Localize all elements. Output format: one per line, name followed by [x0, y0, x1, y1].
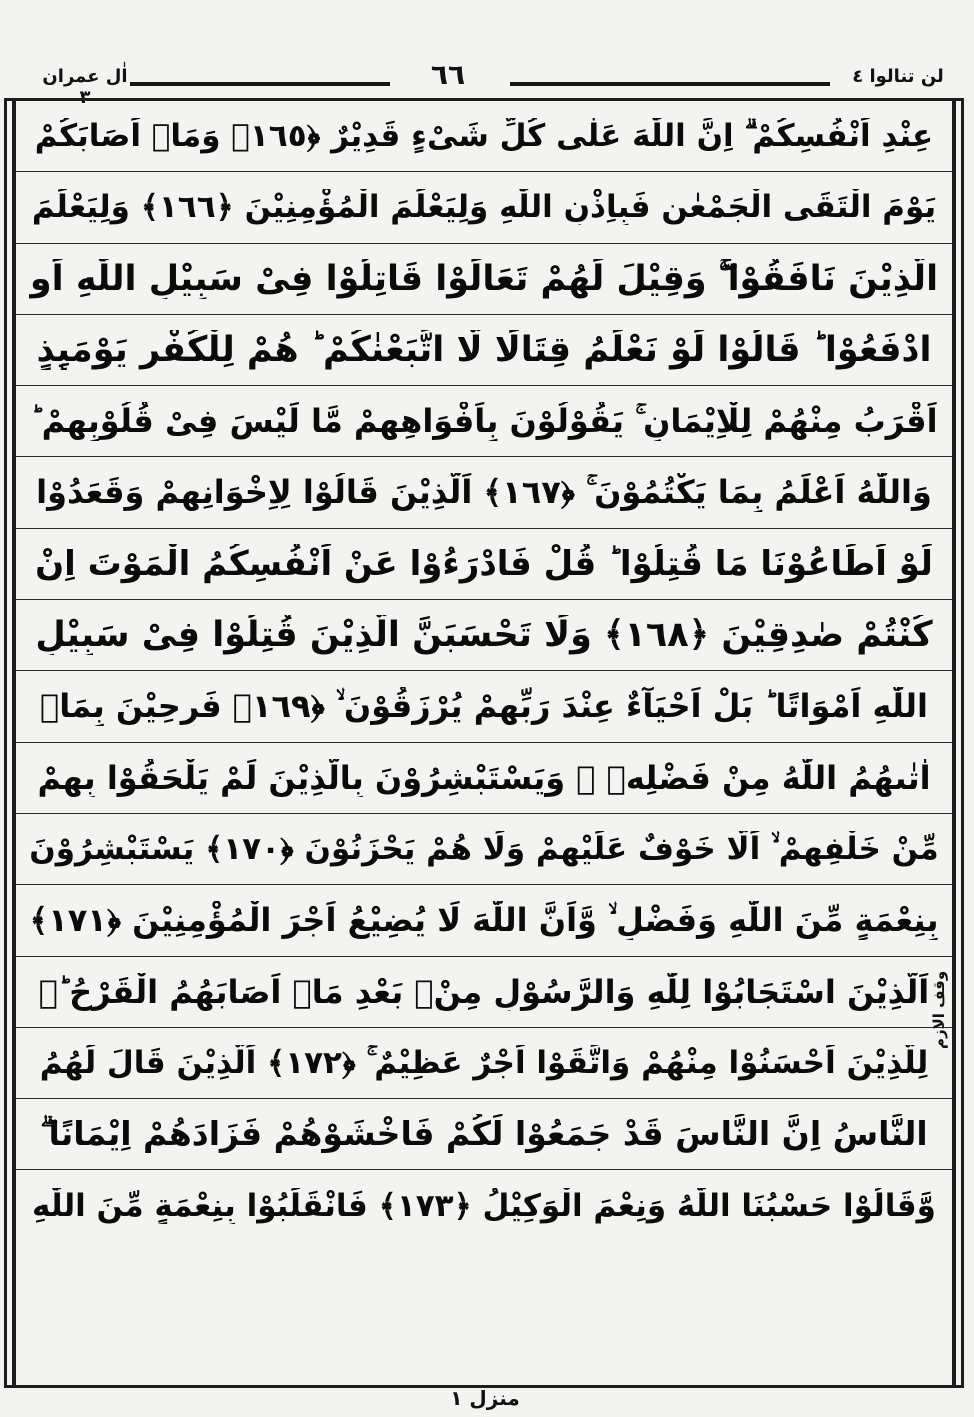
page-number: ٦٦ [430, 58, 466, 91]
verse-text: اللّٰهِ اَمْوَاتًا ؕ بَلْ اَحْیَآءٌ عِنْدَ رَبِّهِمْ یُرْزَقُوْنَ ۙ ﴿١٦٩﴾ فَرِحِیْنَ بِمَاۤ [40, 687, 928, 726]
verse-text: وَّقَالُوْا حَسْبُنَا اللّٰهُ وَنِعْمَ الْوَكِیْلُ ﴿١٧٣﴾ فَانْقَلَبُوْا بِنِعْمَةٍ مِّنَ اللّٰهِ [32, 1188, 936, 1225]
verse-line [16, 1028, 952, 1099]
verse-line [16, 885, 952, 956]
verse-line [16, 315, 952, 386]
verse-line [16, 386, 952, 457]
header-rule-left [130, 82, 390, 86]
verse-text: كُنْتُمْ صٰدِقِیْنَ ﴿١٦٨﴾ وَلَا تَحْسَبَنَّ الَّذِیْنَ قُتِلُوْا فِیْ سَبِیْلِ [35, 615, 933, 656]
verse-line [16, 172, 952, 243]
verse-line [16, 814, 952, 885]
para-name: لن تنالوا ٤ [852, 66, 944, 87]
page-header [20, 58, 958, 108]
manzil-footer: منزل ١ [450, 1386, 520, 1410]
verse-text: عِنْدِ اَنْفُسِكُمْ ۗ اِنَّ اللّٰهَ عَلٰی كُلِّ شَیْءٍ قَدِیْرٌ ﴿١٦٥﴾ وَمَاۤ اَصَابَكُمْ [34, 117, 934, 154]
verse-text: مِّنْ خَلْفِهِمْ ۙ اَلَّا خَوْفٌ عَلَیْهِمْ وَلَا هُمْ یَحْزَنُوْنَ ﴿١٧٠﴾ یَسْتَبْشِرُوْنَ [29, 830, 939, 867]
verse-line [16, 1170, 952, 1241]
verse-text: اَلَّذِیْنَ اسْتَجَابُوْا لِلّٰهِ وَالرَّسُوْلِ مِنْۢ بَعْدِ مَاۤ اَصَابَهُمُ الْقَرْحُ ؕۛ [38, 972, 930, 1011]
surah-name: اٰل عمران ٣ [42, 66, 128, 108]
verse-lines [16, 101, 952, 1242]
verse-text: اٰتٰىهُمُ اللّٰهُ مِنْ فَضْلِهٖ ۙ وَیَسْتَبْشِرُوْنَ بِالَّذِیْنَ لَمْ یَلْحَقُوْا بِهِمْ [37, 758, 931, 797]
verse-text: اَقْرَبُ مِنْهُمْ لِلْاِیْمَانِ ۚ یَقُوْلُوْنَ بِاَفْوَاهِهِمْ مَّا لَیْسَ فِیْ قُلُوْبِهِمْ ؕ [30, 401, 938, 440]
header-rule-right [510, 82, 830, 86]
verse-text: وَاللّٰهُ اَعْلَمُ بِمَا یَكْتُمُوْنَ ۚ ﴿١٦٧﴾ اَلَّذِیْنَ قَالُوْا لِاِخْوَانِهِمْ وَقَعَدُوْا [36, 473, 932, 512]
verse-line [16, 244, 952, 315]
verse-line [16, 457, 952, 528]
margin-note: وقف الازم [930, 970, 948, 1050]
verse-text: الَّذِیْنَ نَافَقُوْا ۖۚ وَقِیْلَ لَهُمْ تَعَالَوْا قَاتِلُوْا فِیْ سَبِیْلِ اللّٰهِ اَوِ [29, 258, 939, 299]
frame-inner-rule-right [952, 98, 956, 1388]
verse-line [16, 743, 952, 814]
verse-line [16, 529, 952, 600]
verse-text: یَوْمَ الْتَقَی الْجَمْعٰنِ فَبِاِذْنِ اللّٰهِ وَلِیَعْلَمَ الْمُؤْمِنِیْنَ ﴿١٦٦﴾ وَلِیَعْلَمَ [31, 189, 937, 226]
verse-line [16, 600, 952, 671]
verse-line [16, 671, 952, 742]
verse-text: لِلَّذِیْنَ اَحْسَنُوْا مِنْهُمْ وَاتَّقَوْا اَجْرٌ عَظِیْمٌ ۚ ﴿١٧٢﴾ اَلَّذِیْنَ قَالَ لَهُمُ [39, 1044, 929, 1081]
verse-line [16, 957, 952, 1028]
verse-text: النَّاسُ اِنَّ النَّاسَ قَدْ جَمَعُوْا لَكُمْ فَاخْشَوْهُمْ فَزَادَهُمْ اِیْمَانًا ۖۗ [40, 1114, 928, 1154]
verse-line [16, 101, 952, 172]
verse-text: ادْفَعُوْا ؕ قَالُوْا لَوْ نَعْلَمُ قِتَالًا لَّا اتَّبَعْنٰكُمْ ؕ هُمْ لِلْكُفْرِ یَوْمَىِٕذٍ [36, 330, 932, 371]
verse-text: بِنِعْمَةٍ مِّنَ اللّٰهِ وَفَضْلٍ ۙ وَّاَنَّ اللّٰهَ لَا یُضِیْعُ اَجْرَ الْمُؤْمِنِیْنَ ﴿١٧١﴾ [29, 900, 939, 939]
verse-text: لَوْ اَطَاعُوْنَا مَا قُتِلُوْا ؕ قُلْ فَادْرَءُوْا عَنْ اَنْفُسِكُمُ الْمَوْتَ اِنْ [35, 543, 933, 584]
verse-line [16, 1099, 952, 1170]
